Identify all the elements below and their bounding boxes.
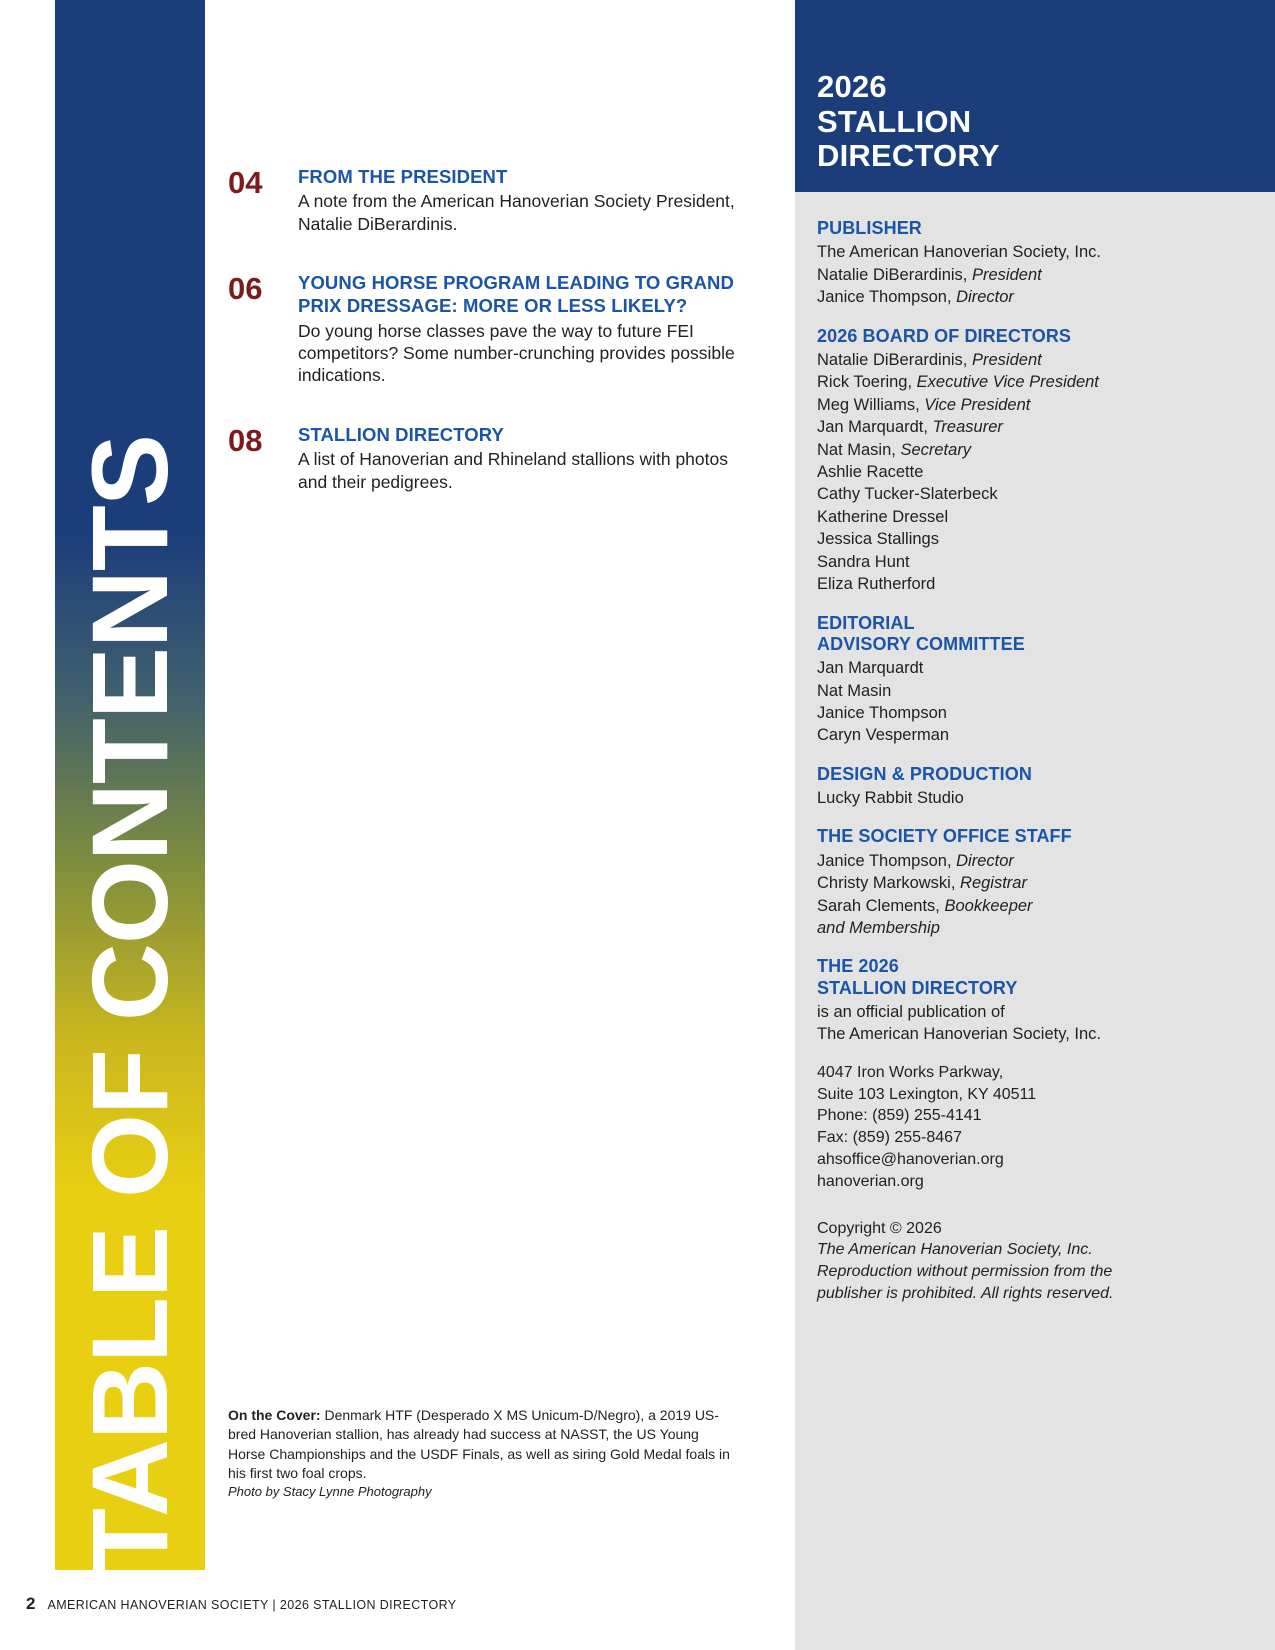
section-heading-publisher: PUBLISHER bbox=[817, 218, 922, 238]
table-of-contents-list bbox=[228, 165, 748, 529]
board-member bbox=[817, 440, 1253, 461]
toc-entry-description: Do young horse classes pave the way to future FEI competitors? Some number-crunching provides possible indications. bbox=[298, 320, 735, 386]
toc-entry-page-number: 06 bbox=[228, 271, 263, 307]
board-member-role: President bbox=[972, 350, 1042, 369]
copyright-line-1: Copyright © 2026 bbox=[817, 1219, 942, 1237]
page-footer bbox=[26, 1594, 457, 1614]
committee-member bbox=[817, 725, 1253, 746]
publisher-name: Natalie DiBerardinis, bbox=[817, 265, 968, 284]
staff-member bbox=[817, 851, 1253, 872]
publisher-line bbox=[817, 265, 1253, 286]
board-member-name: Jan Marquardt, bbox=[817, 418, 928, 437]
on-the-cover-note bbox=[228, 1406, 738, 1501]
masthead-section-contact-address bbox=[817, 1063, 1253, 1193]
masthead-header bbox=[795, 0, 1275, 192]
masthead-section-office-staff bbox=[817, 826, 1253, 939]
board-member bbox=[817, 552, 1253, 573]
publisher-role: President bbox=[972, 265, 1042, 284]
board-member-role: Vice President bbox=[924, 395, 1031, 414]
toc-entry-body bbox=[298, 423, 748, 493]
section-heading-publication bbox=[817, 956, 1253, 998]
committee-member-name: Nat Masin bbox=[817, 681, 892, 700]
board-member-name: Natalie DiBerardinis, bbox=[817, 350, 968, 369]
toc-entry-page-number: 04 bbox=[228, 165, 263, 200]
board-member bbox=[817, 417, 1253, 438]
section-heading-office-staff: THE SOCIETY OFFICE STAFF bbox=[817, 826, 1072, 847]
masthead-section-publication-statement bbox=[817, 956, 1253, 1045]
staff-member-role: Bookkeeper bbox=[944, 896, 1033, 915]
board-member bbox=[817, 372, 1253, 393]
toc-entry-title: FROM THE PRESIDENT bbox=[298, 166, 508, 187]
publisher-line bbox=[817, 242, 1253, 263]
design-studio-name: Lucky Rabbit Studio bbox=[817, 789, 964, 808]
footer-publication-text: AMERICAN HANOVERIAN SOCIETY | 2026 STALLION DIRECTORY bbox=[47, 1598, 457, 1612]
toc-entry[interactable] bbox=[228, 423, 748, 493]
photo-credit: Photo by Stacy Lynne Photography bbox=[228, 1484, 432, 1500]
committee-member-name: Caryn Vesperman bbox=[817, 726, 950, 745]
staff-member-role: Registrar bbox=[960, 874, 1027, 893]
publisher-line bbox=[817, 287, 1253, 308]
masthead-body bbox=[795, 192, 1275, 1305]
copyright-line-3: Reproduction without permission from the bbox=[817, 1263, 1113, 1281]
committee-member bbox=[817, 681, 1253, 702]
staff-member-name: Sarah Clements, bbox=[817, 896, 940, 915]
masthead-section-editorial-advisory-committee bbox=[817, 613, 1253, 747]
website-url[interactable]: hanoverian.org bbox=[817, 1172, 924, 1190]
board-member-name: Sandra Hunt bbox=[817, 552, 910, 571]
board-member-name: Eliza Rutherford bbox=[817, 575, 936, 594]
toc-entry-page-number: 08 bbox=[228, 422, 263, 458]
board-member-name: Cathy Tucker-Slaterbeck bbox=[817, 485, 998, 504]
section-heading-board: 2026 BOARD OF DIRECTORS bbox=[817, 325, 1072, 346]
publisher-name: Janice Thompson, bbox=[817, 288, 952, 307]
section-heading-design: DESIGN & PRODUCTION bbox=[817, 763, 1032, 784]
board-member-role: Secretary bbox=[900, 440, 972, 459]
masthead-section-publisher bbox=[817, 218, 1253, 309]
board-member-name: Ashlie Racette bbox=[817, 462, 924, 481]
committee-member-name: Jan Marquardt bbox=[817, 659, 924, 678]
board-member-role: Treasurer bbox=[932, 418, 1003, 437]
toc-entry-title: YOUNG HORSE PROGRAM LEADING TO GRAND PRIX DRESSAGE: MORE OR LESS LIKELY? bbox=[298, 272, 734, 317]
copyright-line-2: The American Hanoverian Society, Inc. bbox=[817, 1241, 1093, 1259]
staff-member-name: Christy Markowski, bbox=[817, 874, 956, 893]
board-member-name: Jessica Stallings bbox=[817, 530, 939, 549]
toc-entry-body bbox=[298, 271, 748, 387]
toc-entry-title: STALLION DIRECTORY bbox=[298, 423, 504, 445]
board-member bbox=[817, 574, 1253, 595]
masthead-header-line-3: DIRECTORY bbox=[817, 138, 1000, 174]
toc-entry-body bbox=[298, 165, 748, 235]
copyright-line-4: publisher is prohibited. All rights reserved. bbox=[817, 1284, 1114, 1302]
toc-entry[interactable] bbox=[228, 165, 748, 235]
board-member bbox=[817, 529, 1253, 550]
email-address[interactable]: ahsoffice@hanoverian.org bbox=[817, 1151, 1004, 1168]
staff-member-role: and Membership bbox=[817, 919, 940, 938]
section-heading-editorial bbox=[817, 613, 1253, 655]
committee-member-name: Janice Thompson bbox=[817, 703, 947, 722]
toc-entry[interactable] bbox=[228, 271, 748, 387]
toc-entry-description: A list of Hanoverian and Rhineland stallions with photos and their pedigrees. bbox=[298, 449, 728, 492]
publication-line: The American Hanoverian Society, Inc. bbox=[817, 1025, 1101, 1044]
publication-heading-line-1: THE 2026 bbox=[817, 956, 899, 977]
masthead-header-title bbox=[817, 70, 1000, 174]
board-member bbox=[817, 395, 1253, 416]
staff-member bbox=[817, 918, 1253, 939]
committee-member bbox=[817, 658, 1253, 679]
address-line-1: 4047 Iron Works Parkway, bbox=[817, 1063, 1004, 1081]
staff-member bbox=[817, 896, 1253, 917]
staff-member bbox=[817, 873, 1253, 894]
staff-member-name: Janice Thompson, bbox=[817, 851, 952, 870]
masthead-header-line-2: STALLION bbox=[817, 103, 972, 139]
publisher-role: Director bbox=[956, 288, 1014, 307]
table-of-contents-title: TABLE OF CONTENTS bbox=[69, 435, 190, 1574]
board-member-name: Rick Toering, bbox=[817, 373, 913, 392]
toc-entry-description: A note from the American Hanoverian Society President, Natalie DiBerardinis. bbox=[298, 191, 735, 234]
fax-number: Fax: (859) 255-8467 bbox=[817, 1129, 962, 1147]
staff-member-role: Director bbox=[956, 851, 1014, 870]
masthead-section-board-of-directors bbox=[817, 326, 1253, 596]
board-member bbox=[817, 462, 1253, 483]
board-member-name: Katherine Dressel bbox=[817, 507, 949, 526]
footer-page-number: 2 bbox=[26, 1594, 36, 1613]
board-member-name: Meg Williams, bbox=[817, 395, 920, 414]
publication-heading-line-2: STALLION DIRECTORY bbox=[817, 977, 1018, 998]
section-heading-editorial-line-1: EDITORIAL bbox=[817, 612, 915, 633]
board-member bbox=[817, 507, 1253, 528]
board-member-role: Executive Vice President bbox=[916, 373, 1099, 392]
address-line-2: Suite 103 Lexington, KY 40511 bbox=[817, 1085, 1037, 1103]
board-member bbox=[817, 484, 1253, 505]
section-heading-editorial-line-2: ADVISORY COMMITTEE bbox=[817, 633, 1025, 654]
board-member bbox=[817, 350, 1253, 371]
on-the-cover-text: Denmark HTF (Desperado X MS Unicum-D/Negro), a 2019 US-bred Hanoverian stallion, has already had success at NASST, the US Young Horse Championships and the USDF Finals, as well as siring Gold Medal foals in his first two foal crops. bbox=[228, 1407, 730, 1481]
table-of-contents-side-band bbox=[55, 0, 205, 1574]
publisher-name: The American Hanoverian Society, Inc. bbox=[817, 243, 1101, 262]
board-member-name: Nat Masin, bbox=[817, 440, 896, 459]
masthead-section-copyright bbox=[817, 1219, 1253, 1305]
committee-member bbox=[817, 703, 1253, 724]
publication-line: is an official publication of bbox=[817, 1002, 1005, 1021]
on-the-cover-label: On the Cover: bbox=[228, 1407, 321, 1423]
masthead-column bbox=[795, 0, 1275, 1650]
phone-number[interactable]: Phone: (859) 255-4141 bbox=[817, 1107, 982, 1125]
masthead-header-line-1: 2026 bbox=[817, 69, 887, 104]
masthead-section-design-production bbox=[817, 764, 1253, 810]
